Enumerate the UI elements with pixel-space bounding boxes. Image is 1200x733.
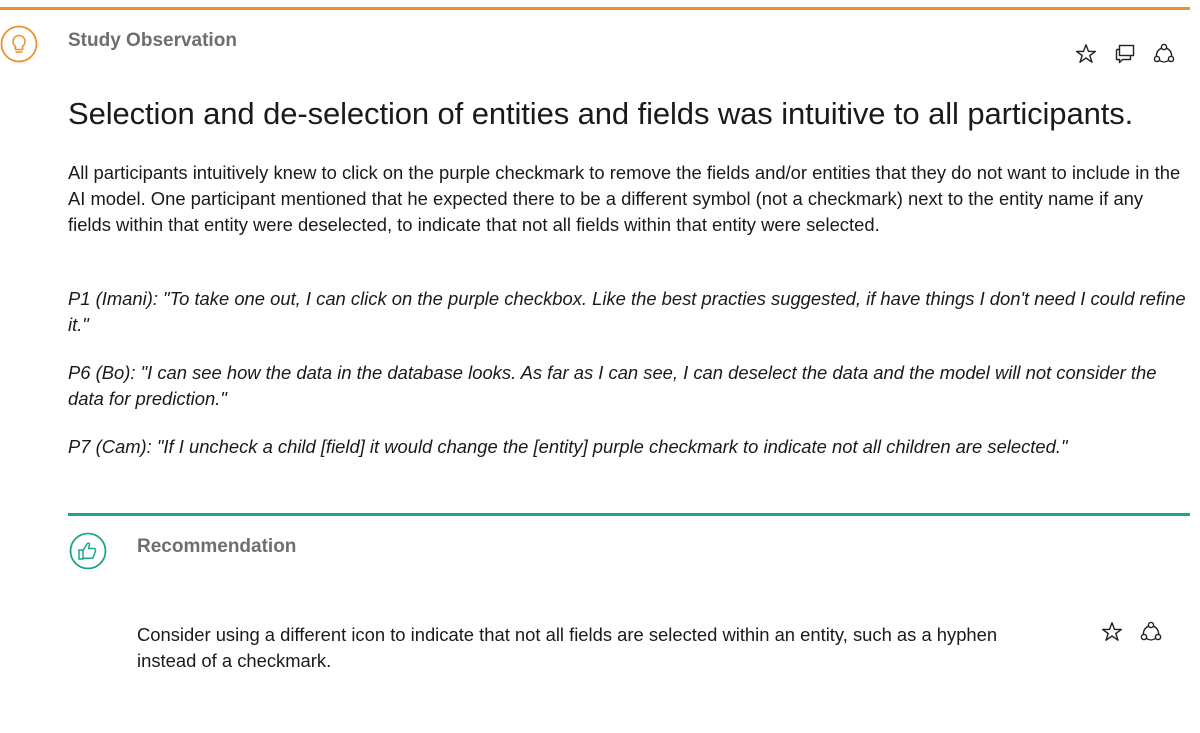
share-icon[interactable] — [1152, 42, 1176, 66]
thumbs-up-icon — [69, 532, 107, 570]
star-icon[interactable] — [1100, 620, 1124, 644]
observation-toolbar — [1074, 42, 1176, 66]
recommendation-toolbar — [1100, 620, 1163, 644]
recommendation-text: Consider using a different icon to indicate that not all fields are selected within an entity, such as a hyphen instead of a checkmark. — [137, 624, 998, 671]
participant-quote: P7 (Cam): "If I uncheck a child [field] it would change the [entity] purple checkmark to indicate not all children are selected." — [68, 436, 1068, 457]
comment-icon[interactable] — [1113, 42, 1137, 66]
observation-body: All participants intuitively knew to click on the purple checkmark to remove the fields and/or entities that they do not want to include in the AI model. One participant mentioned that he expected there to be a different symbol (not a checkmark) next to the entity name if any fields within that entity were deselected, to indicate that not all fields within that entity were selected. — [68, 162, 1181, 235]
observation-section-label: Study Observation — [68, 30, 237, 51]
participant-quote: P1 (Imani): "To take one out, I can click on the purple checkbox. Like the best practies suggested, if have things I don't need I could refine it." — [68, 288, 1186, 335]
lightbulb-icon — [0, 25, 38, 63]
share-icon[interactable] — [1139, 620, 1163, 644]
recommendation-accent-rule — [68, 513, 1190, 516]
observation-headline: Selection and de-selection of entities and fields was intuitive to all participants. — [68, 96, 1134, 131]
recommendation-section-label: Recommendation — [137, 536, 297, 557]
participant-quote: P6 (Bo): "I can see how the data in the database looks. As far as I can see, I can deselect the data and the model will not consider the data for prediction." — [68, 362, 1157, 409]
star-icon[interactable] — [1074, 42, 1098, 66]
observation-accent-rule — [0, 7, 1190, 10]
